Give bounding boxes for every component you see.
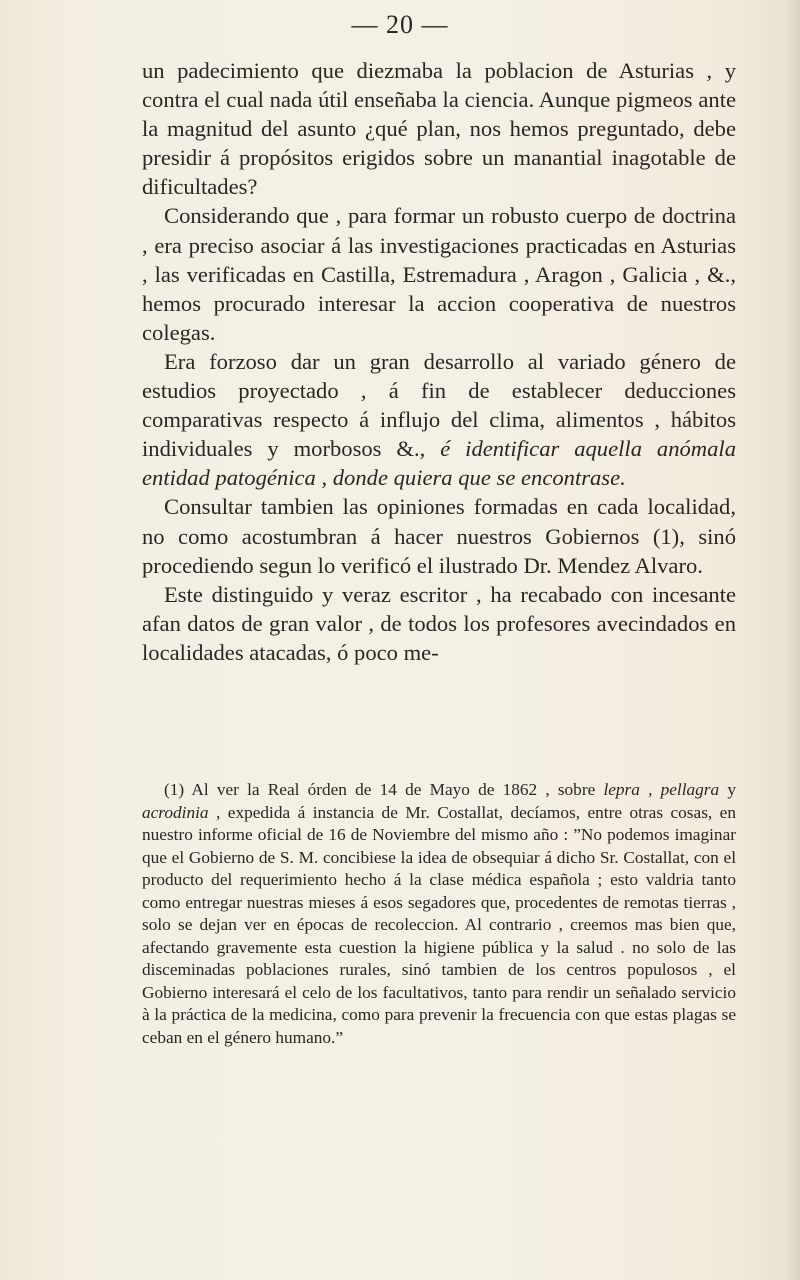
- footnote-1: [142, 779, 736, 1049]
- paragraph-2: Considerando que , para formar un robusto cuerpo de doctrina , era preciso asociar á las investigaciones practicadas en Asturias , las verificadas en Castilla, Estremadura , Aragon , Galicia , &., hemos procurado interesar la accion cooperativa de nuestros colegas.: [142, 203, 736, 345]
- footnote-1-start: (1) Al ver la Real órden de 14 de Mayo de 1862 , sobre: [164, 780, 604, 799]
- footnote-1-italic: lepra , pellagra: [603, 780, 720, 799]
- paragraph-5: Este distinguido y veraz escritor , ha recabado con incesante afan datos de gran valor , de todos los profesores avecindados en localidades atacadas, ó poco me-: [142, 581, 736, 665]
- footnote-1-mid: y: [719, 780, 736, 799]
- main-text: [142, 56, 736, 667]
- paragraph-1: un padecimiento que diezmaba la poblacion de Asturias , y contra el cual nada útil enseñaba la ciencia. Aunque pigmeos ante la magnitud del asunto ¿qué plan, nos hemos preguntado, debe presidir á propósitos erigidos sobre un manantial inagotable de dificultades?: [142, 58, 736, 200]
- page-number: — 20 —: [351, 10, 449, 39]
- paragraph-3-text: Era forzoso dar un gran desarrollo al variado género de estudios proyectado , á fin de establecer deducciones comparativas respecto á influjo del clima, alimentos , hábitos individuales y morbosos &.,: [142, 348, 736, 462]
- footnotes: [142, 779, 736, 1049]
- paragraph-3-italic: é identificar aquella anómala entidad patogénica , donde quiera que se encontrase.: [142, 436, 736, 491]
- footnote-1-italic-2: acrodinia: [142, 802, 209, 822]
- paragraph-3: [142, 347, 736, 492]
- paragraph-4: Consultar tambien las opiniones formadas en cada localidad, no como acostumbran á hacer nuestros Gobiernos (1), sinó procediendo segun lo verificó el ilustrado Dr. Mendez Alvaro.: [142, 494, 736, 578]
- page-edge-shadow: [786, 0, 800, 1280]
- footnote-1-rest: , expedida á instancia de Mr. Costallat, decíamos, entre otras cosas, en nuestro informe oficial de 16 de Noviembre del mismo año : ”No podemos imaginar que el Gobierno de S. M. concibiese la idea de obsequiar á dicho Sr. Costallat, con el producto del requerimiento hecho á la clase médica española ; esto valdria tanto como entregar nuestras mieses á esos segadores que, procedentes de remotas tierras , solo se dejan ver en épocas de recoleccion. Al contrario , creemos mas bien que, afectando gravemente esta cuestion la higiene pública y la salud . no solo de las disceminadas poblaciones rurales, sinó tambien de los centros populosos , el Gobierno interesará el celo de los facultativos, tanto para rendir un señalado servicio à la práctica de la medicina, como para prevenir la frecuencia con que estas plagas se ceban en el género humano.”: [142, 802, 736, 1047]
